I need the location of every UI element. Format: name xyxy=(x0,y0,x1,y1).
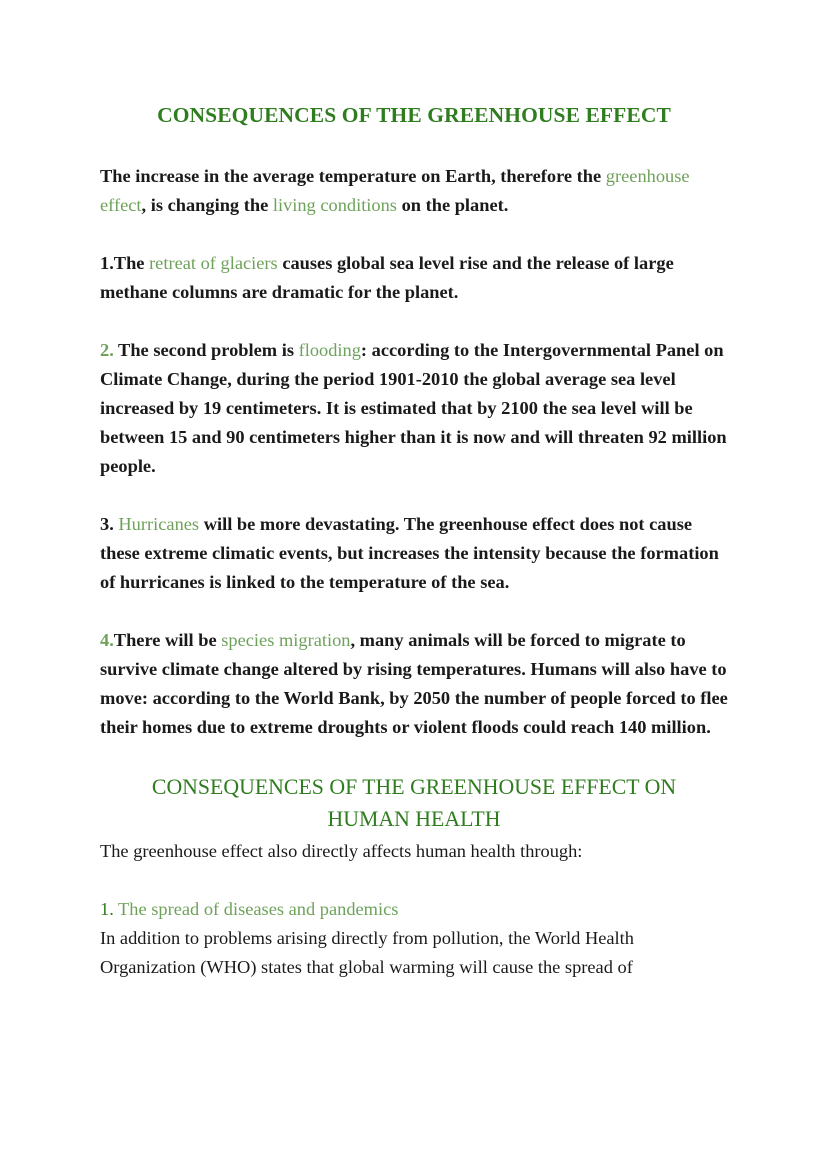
intro-keyword-greenhouse-effect: greenhouse effect xyxy=(100,166,690,215)
subsection-number: 1. xyxy=(100,899,114,919)
subsection-heading-diseases xyxy=(100,895,728,924)
intro-paragraph xyxy=(100,162,728,220)
section-title-human-health xyxy=(100,771,728,835)
page-title: CONSEQUENCES OF THE GREENHOUSE EFFECT xyxy=(157,103,671,127)
item-post: causes global sea level rise and the release of large methane columns are dramatic for the planet. xyxy=(100,253,674,302)
intro-keyword-living-conditions: living conditions xyxy=(272,195,397,215)
item-glaciers xyxy=(100,249,728,307)
section-title-line2: HUMAN HEALTH xyxy=(327,807,501,831)
item-keyword: retreat of glaciers xyxy=(149,253,278,273)
item-hurricanes xyxy=(100,510,728,597)
item-post: : according to the Intergovernmental Panel on Climate Change, during the period 1901-2010 the global average sea level increased by 19 centimeters. It is estimated that by 2100 the sea level will be between 15 and 90 centimeters higher than it is now and will threaten 92 million people. xyxy=(100,340,727,476)
item-species-migration xyxy=(100,626,728,742)
subsection-text-diseases: In addition to problems arising directly from pollution, the World Health Organization (WHO) states that global warming will cause the spread of xyxy=(100,928,634,977)
intro-text-before: The increase in the average temperature on Earth, therefore the xyxy=(100,166,606,186)
item-pre: There will be xyxy=(113,630,222,650)
section2-intro: The greenhouse effect also directly affects human health through: xyxy=(100,841,583,861)
item-pre: The second problem is xyxy=(113,340,299,360)
item-flooding xyxy=(100,336,728,481)
item-number: 4. xyxy=(100,630,114,650)
subsection-label: The spread of diseases and pandemics xyxy=(113,899,399,919)
item-keyword: Hurricanes xyxy=(118,514,200,534)
item-number: 3. xyxy=(100,514,114,534)
item-pre: The xyxy=(113,253,150,273)
item-post: will be more devastating. The greenhouse effect does not cause these extreme climatic events, but increases the intensity because the formation of hurricanes is linked to the temperature of the sea. xyxy=(100,514,719,592)
document-content xyxy=(100,100,728,1011)
item-number: 1. xyxy=(100,253,114,273)
item-post: , many animals will be forced to migrate to survive climate change altered by rising temperatures. Humans will also have to move: according to the World Bank, by 2050 the number of people forced to flee their homes due to extreme droughts or violent floods could reach 140 million. xyxy=(100,630,728,737)
item-keyword: species migration xyxy=(221,630,351,650)
intro-text-after: on the planet. xyxy=(396,195,509,215)
section-title-line1: CONSEQUENCES OF THE GREENHOUSE EFFECT ON xyxy=(151,775,677,799)
item-number: 2. xyxy=(100,340,114,360)
item-keyword: flooding xyxy=(298,340,361,360)
intro-text-mid: , is changing the xyxy=(141,195,273,215)
